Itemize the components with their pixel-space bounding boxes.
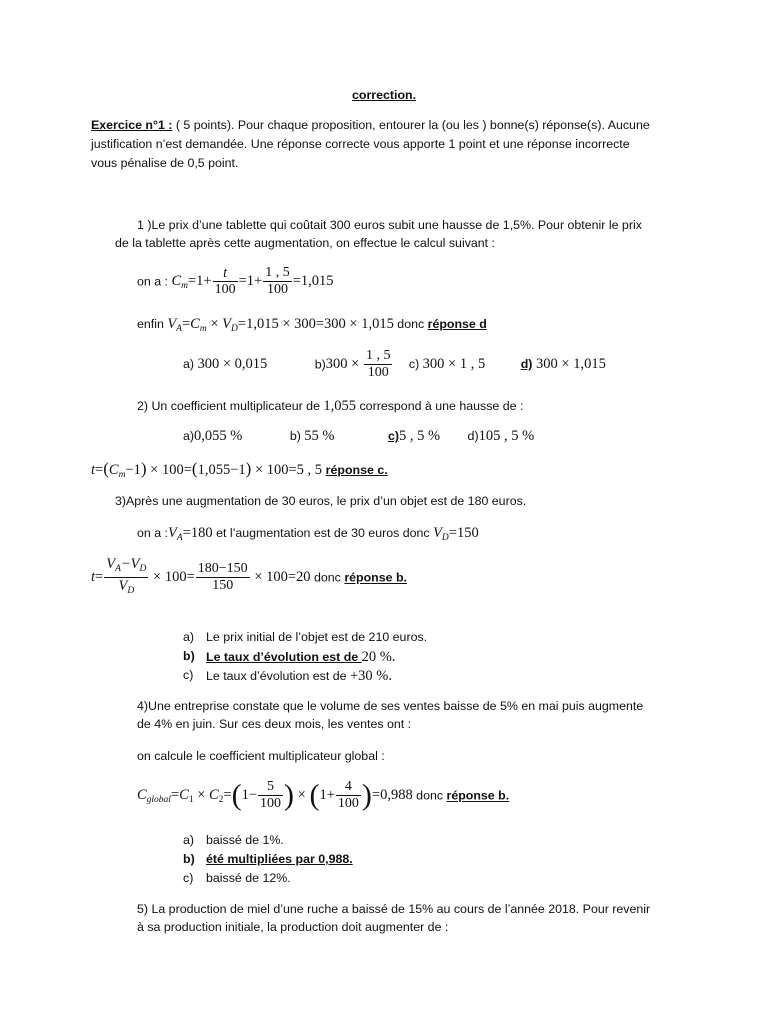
q4-text-line1: 4)Une entreprise constate que le volume de ses ventes baisse de 5% en mai puis augmente [137,699,644,713]
q1-text-line2: de la tablette après cette augmentation, on effectue le calcul suivant : [115,236,495,250]
q3-text: 3)Après une augmentation de 30 euros, le prix d’un objet est de 180 euros. [115,494,527,508]
q2-option-c[interactable]: c)5 , 5 % [387,428,441,444]
q4-option-a[interactable]: a) baissé de 1%. [183,833,284,847]
q1-option-c[interactable]: c) 300 × 1 , 5 [408,356,486,372]
q5-text-line2: à sa production initiale, la production doit augmenter de : [137,920,449,934]
q4-option-b[interactable]: b) été multipliées par 0,988. [183,852,353,866]
exercise-label: Exercice n°1 : [91,118,173,132]
q2-answer: réponse c. [325,463,388,477]
exercise-intro-line3: vous pénalise de 0,5 point. [91,156,239,170]
q1-formula-va: enfin $V_A=C_m \times V_D=1,015 \times 300=300 \times 1,015$ donc réponse d [137,316,487,334]
page-title: correction. [352,88,417,102]
q1-option-b[interactable]: b)300 × $\frac{1 , 5}{100}$ [314,348,391,380]
q2-option-d[interactable]: d)105 , 5 % [467,428,535,444]
q3-formula: t= $\frac{V_A-V_D}{V_D}$ × 100= $\frac{180-150}{150}$ × 100=20 donc réponse b. [91,556,407,596]
q3-given: on a $:V_A=180$ et l’augmentation est de 30 euros donc $V_D=150$ [137,525,479,543]
q4-text-line2: de 4% en juin. Sur ces deux mois, les ventes ont : [137,717,412,731]
q1-text-line1: 1 )Le prix d’une tablette qui coûtait 300 euros subit une hausse de 1,5%. Pour obtenir le prix [137,218,642,232]
q2-formula: $t=(C_m-1) \times 100=(1,055-1) \times 100=5$ , 5 réponse c. [91,459,388,480]
exercise-intro-line2: justification n’est demandée. Une réponse correcte vous apporte 1 point et une réponse incorrecte [91,137,630,151]
q1-option-d[interactable]: d) 300 × 1,015 [520,356,606,372]
exercise-intro-line1: Exercice n°1 : ( 5 points). Pour chaque proposition, entourer la (ou les ) bonne(s) réponse(s). Aucune [91,118,650,132]
q1-options [183,349,606,380]
q1-answer: réponse d [427,317,487,331]
q2-options [183,428,534,445]
q1-option-a[interactable]: a) 300 × 0,015 [183,356,268,372]
q5-text-line1: 5) La production de miel d’une ruche a baissé de 15% au cours de l’année 2018. Pour revenir [137,902,651,916]
q1-formula-cm: on a : $C_m=1+$ $\frac{t}{100}$ =1+ $\frac{1 , 5}{100}$ =1,015 [137,265,334,297]
q3-option-b[interactable]: b) Le taux d’évolution est de 20 %. [183,649,396,665]
q2-text: 2) Un coefficient multiplicateur de 1,055 correspond à une hausse de : [137,398,524,414]
q4-text-line3: on calcule le coefficient multiplicateur global : [137,749,385,763]
q4-option-c[interactable]: c) baissé de 12%. [183,871,291,885]
q4-answer: réponse b. [446,788,510,803]
q3-answer: réponse b. [344,570,407,585]
q3-option-c[interactable]: c) Le taux d’évolution est de +30 %. [183,668,392,684]
q3-option-a[interactable]: a) Le prix initial de l’objet est de 210 euros. [183,630,428,644]
q4-formula: $C_{global}=C_1 \times C_2=(1-$ $\frac{5}{100}$ ) × (1+ $\frac{4}{100}$ )=0,988 donc réponse b. [137,778,510,812]
q2-option-b[interactable]: b) 55 % [289,428,335,444]
q2-option-a[interactable]: a)0,055 % [183,428,243,444]
